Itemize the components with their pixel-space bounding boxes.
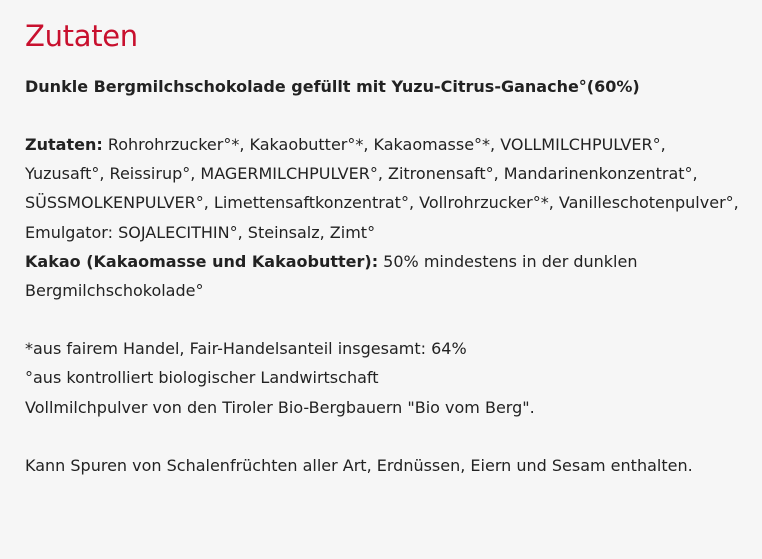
ingredients-list: Rohrohrzucker°*, Kakaobutter°*, Kakaomasse°*, VOLLMILCHPULVER°, Yuzusaft°, Reissirup°, MAGERMILCHPULVER°, Zitronensaft°, Mandarinenkonzentrat°, SÜSSMOLKENPULVER°, Limettensaftkonzentrat°, Vollrohrzucker°*, Vanilleschotenpulver°, Emulgator: SOJALECITHIN°, Steinsalz, Zimt°: [25, 135, 739, 242]
allergen-notice: Kann Spuren von Schalenfrüchten aller Art, Erdnüssen, Eiern und Sesam enthalten.: [25, 455, 693, 475]
milk-origin-note: Vollmilchpulver von den Tiroler Bio-Bergbauern "Bio vom Berg".: [25, 397, 535, 417]
spacer: [25, 305, 745, 334]
cocoa-label: Kakao (Kakaomasse und Kakaobutter):: [25, 251, 379, 271]
product-name: Dunkle Bergmilchschokolade gefüllt mit Yuzu-Citrus-Ganache°(60%): [25, 77, 640, 96]
spacer: [25, 422, 745, 451]
ingredients-paragraph: [25, 130, 745, 247]
cocoa-paragraph: [25, 247, 745, 305]
section-title: Zutaten: [25, 19, 138, 53]
fair-trade-note: *aus fairem Handel, Fair-Handelsanteil insgesamt: 64%: [25, 339, 467, 359]
ingredients-label: Zutaten:: [25, 135, 103, 154]
organic-note: °aus kontrolliert biologischer Landwirtschaft: [25, 368, 379, 388]
cocoa-text: 50% mindestens in der dunklen Bergmilchschokolade°: [25, 251, 638, 301]
spacer: [25, 101, 745, 130]
ingredients-section: [25, 16, 745, 480]
